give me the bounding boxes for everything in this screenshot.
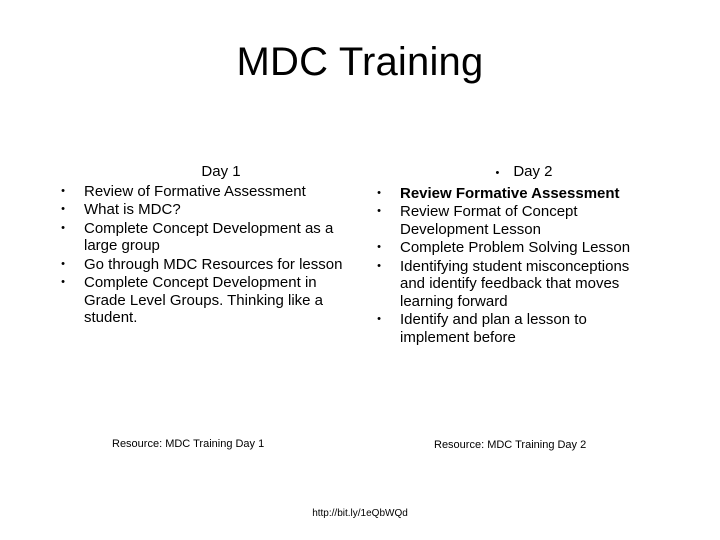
bullet-icon: • <box>61 184 65 197</box>
bullet-icon: • <box>377 259 381 272</box>
list-item <box>58 220 358 255</box>
list-item-text: Review of Formative Assessment <box>84 182 306 200</box>
slide-title: MDC Training <box>236 40 484 84</box>
bullet-icon: • <box>495 167 500 179</box>
list-item-text: What is MDC? <box>84 201 181 218</box>
list-item <box>58 183 358 201</box>
bullet-icon: • <box>377 313 381 325</box>
day1-resource-label: Resource: MDC Training Day 1 <box>112 438 265 450</box>
list-item-text: Go through MDC Resources for lesson <box>84 255 343 273</box>
bullet-icon: • <box>61 257 65 270</box>
bullet-icon: • <box>61 203 65 215</box>
list-item <box>374 203 654 238</box>
bullet-icon: • <box>377 186 381 199</box>
list-item-text: Identify and plan a lesson to implement before <box>400 311 587 346</box>
list-item-text: Complete Problem Solving Lesson <box>400 239 631 256</box>
list-item-text: Complete Concept Development in Grade Level Groups. Thinking like a student. <box>84 274 324 326</box>
bullet-icon: • <box>377 205 381 217</box>
day2-resource-label: Resource: MDC Training Day 2 <box>434 439 587 451</box>
list-item <box>58 201 358 219</box>
day1-column <box>58 163 358 328</box>
list-item-text: Identifying student misconceptions and identify feedback that moves learning forward <box>400 257 630 310</box>
day2-list <box>374 185 654 347</box>
list-item <box>374 185 654 203</box>
list-item-text: Review Format of Concept Development Lesson <box>400 203 578 238</box>
list-item-text: Complete Concept Development as a large group <box>84 219 334 254</box>
day1-list <box>58 183 358 327</box>
footer-link[interactable]: http://bit.ly/1eQbWQd <box>312 508 408 519</box>
list-item <box>58 274 358 327</box>
list-item <box>374 239 654 257</box>
list-item <box>374 311 654 346</box>
day2-column <box>374 163 654 347</box>
bullet-icon: • <box>377 241 381 253</box>
list-item <box>374 258 654 311</box>
bullet-icon: • <box>61 221 65 234</box>
day1-heading: Day 1 <box>201 163 241 180</box>
day2-heading-row <box>374 163 654 183</box>
bullet-icon: • <box>61 276 65 288</box>
list-item <box>58 256 358 274</box>
day2-heading: Day 2 <box>513 163 553 180</box>
list-item-text: Review Formative Assessment <box>400 184 620 202</box>
